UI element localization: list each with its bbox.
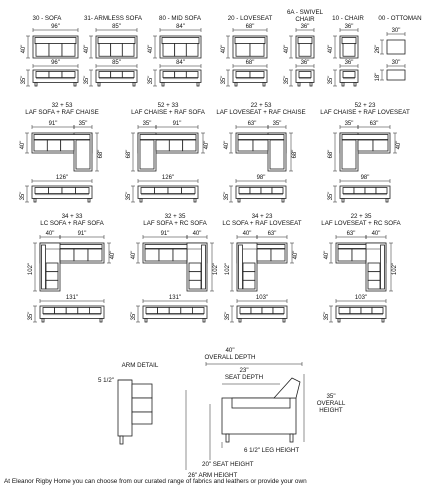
config-code: 34 + 23: [251, 213, 273, 220]
leg: [290, 434, 293, 442]
seat-cushion: [88, 249, 102, 261]
seat-cushion: [253, 140, 268, 151]
seat-cushion: [271, 249, 285, 261]
seat-cushion: [189, 263, 201, 272]
leg: [197, 82, 199, 86]
module-height-label: 35": [21, 75, 27, 85]
module-plan: [96, 36, 137, 58]
config-name: LC SOFA + RAF LOVESEAT: [222, 220, 302, 227]
sofa-back: [298, 38, 312, 44]
arm-width-label: 5 1/2": [98, 377, 114, 384]
back-cushion: [236, 72, 250, 78]
seat-cushion: [368, 263, 380, 272]
config-height-label: 35": [324, 311, 330, 321]
sectional-plan: [138, 133, 198, 171]
sofa-back: [238, 135, 284, 140]
seat-cushion: [62, 43, 75, 56]
corner-sectional-plan: [237, 243, 287, 291]
back-cushion: [99, 72, 111, 78]
footer-note: At Eleanor Rigby Home you can choose from our curated range of fabrics and leathers or provide your own: [4, 478, 307, 485]
config-front: [138, 186, 198, 202]
back-cushion: [186, 72, 198, 78]
leg: [283, 318, 285, 322]
module-depth-label: 40": [21, 44, 27, 54]
chaise-cushion: [140, 140, 154, 169]
seat-cushion: [186, 43, 198, 56]
total-width-label: 126": [55, 175, 69, 181]
module-depth-label: 40": [284, 44, 290, 54]
module-front-width-label: 30": [391, 60, 401, 66]
module-plan: [340, 36, 358, 58]
back-cushion: [240, 308, 251, 314]
arm-detail-title: ARM DETAIL: [121, 362, 159, 369]
config-height-label: 35": [126, 191, 132, 201]
leg: [310, 82, 312, 86]
back-cushion: [273, 308, 284, 314]
seat-cushion: [338, 249, 352, 261]
leg: [235, 82, 237, 86]
back-cushion: [168, 188, 182, 194]
module-front: [160, 70, 201, 86]
module-plan: [233, 36, 267, 58]
seat-cushion: [352, 249, 366, 261]
side-profile-drawing: [222, 378, 300, 442]
segment-width-label: 40": [45, 231, 55, 237]
side-length-label: 102": [392, 262, 398, 276]
seat-cushion: [250, 43, 264, 56]
module-height-label: 35": [284, 75, 290, 85]
sofa-back: [342, 135, 388, 140]
sofa-back: [162, 38, 199, 44]
config-depth-label: 40": [396, 140, 402, 150]
module-front: [33, 70, 78, 86]
total-width-label: 131": [65, 295, 79, 301]
leg: [133, 82, 135, 86]
module-front: [296, 70, 314, 86]
seat-cushion: [46, 263, 58, 272]
corner-sectional-plan: [40, 243, 104, 291]
seat-cushion: [169, 140, 182, 151]
module-width-label: 84": [176, 24, 185, 30]
module-name: 6A - SWIVEL: [286, 9, 324, 16]
leg: [239, 318, 241, 322]
chaise-cushion: [270, 140, 284, 169]
segment-width-label: 40": [242, 231, 252, 237]
config-depth-label: 40": [20, 140, 26, 150]
chaise-length-label: 68": [328, 149, 334, 159]
config-height-label: 35": [225, 311, 231, 321]
config-name: LAF SOFA + RC SOFA: [143, 220, 207, 227]
config-code: 32 + 35: [164, 213, 186, 220]
leg: [100, 318, 102, 322]
back-cushion: [250, 72, 264, 78]
side-back: [202, 245, 206, 289]
seat-cushion: [175, 43, 187, 56]
chaise-length-label: 68": [98, 149, 104, 159]
leg: [162, 82, 164, 86]
config-front: [32, 186, 92, 202]
config-depth-label: 40": [131, 250, 137, 260]
seat-cushion: [189, 280, 201, 289]
module-front-width-label: 36": [344, 60, 354, 66]
config-code: 32 + 53: [51, 102, 73, 109]
config-front: [143, 306, 207, 322]
module-name: 20 - LOVESEAT: [227, 15, 273, 22]
leg: [226, 434, 229, 442]
back-cushion: [146, 308, 158, 314]
seat-cushion: [34, 140, 47, 151]
config-front: [40, 306, 104, 322]
module-width-label: 85": [112, 24, 121, 30]
module-width-label: 36": [300, 24, 310, 30]
chaise-cushion: [76, 140, 90, 169]
seat-cushion: [236, 43, 250, 56]
back-cushion: [49, 72, 62, 78]
seat-cushion: [122, 43, 134, 56]
seat-cushion: [61, 140, 74, 151]
seat-cushion: [238, 140, 253, 151]
seat-cushion: [358, 140, 373, 151]
back-cushion: [155, 188, 169, 194]
sofa-back: [35, 38, 76, 44]
leg: [42, 318, 44, 322]
back-cushion: [163, 72, 175, 78]
seat-cushion: [47, 140, 60, 151]
segment-width-label: 40": [371, 231, 381, 237]
corner-sectional-plan: [143, 243, 207, 291]
segment-width-label: 63": [346, 231, 356, 237]
segment-width-label: 63": [247, 121, 257, 127]
module-height-label: 35": [221, 75, 227, 85]
leg: [298, 82, 300, 86]
total-width-label: 98": [256, 175, 266, 181]
module-height-label: 35": [328, 75, 334, 85]
back-cushion: [361, 308, 372, 314]
config-front: [236, 186, 286, 202]
leg-height-label: 6 1/2" LEG HEIGHT: [244, 447, 300, 454]
module-height-label: 35": [84, 75, 90, 85]
module-depth-label: 40": [148, 44, 154, 54]
config-name: LC SOFA + RAF SOFA: [40, 220, 104, 227]
overall-height-label: OVERALL: [316, 400, 346, 407]
back-cushion: [262, 308, 273, 314]
back-cushion: [158, 308, 170, 314]
arm-cushion: [132, 384, 152, 398]
ottoman-front: [387, 70, 405, 80]
leg: [74, 82, 76, 86]
module-plan: [160, 36, 201, 58]
module-width-label: 36": [344, 24, 354, 30]
config-height-label: 35": [20, 191, 26, 201]
module-plan: [296, 36, 314, 58]
seat-cushion: [163, 43, 175, 56]
back-cushion: [272, 188, 283, 194]
back-cushion: [339, 308, 350, 314]
seat-cushion: [299, 43, 311, 56]
seat-cushion: [145, 249, 159, 261]
seat-cushion: [189, 272, 201, 281]
back-cushion: [182, 188, 196, 194]
back-cushion: [261, 188, 272, 194]
back-cushion: [111, 72, 123, 78]
back-cushion: [250, 188, 261, 194]
seat-cushion: [173, 249, 187, 261]
module-name: CHAIR: [295, 16, 315, 23]
back-cushion: [175, 72, 187, 78]
sectional-plan: [32, 133, 92, 171]
segment-width-label: 91": [77, 231, 87, 237]
module-plan: [33, 36, 78, 58]
config-name: LAF CHAISE + RAF LOVESEAT: [320, 109, 410, 116]
seat-cushion: [373, 140, 388, 151]
seat-cushion: [368, 280, 380, 289]
config-height-label: 35": [224, 191, 230, 201]
module-front: [340, 70, 358, 86]
back-cushion: [122, 72, 134, 78]
config-height-label: 35": [131, 311, 137, 321]
leg: [140, 198, 142, 202]
leg: [382, 318, 384, 322]
seat-cushion: [183, 140, 196, 151]
module-front-width-label: 96": [51, 60, 60, 66]
total-width-label: 131": [168, 295, 182, 301]
sectional-plan: [340, 133, 390, 171]
chaise-length-label: 68": [292, 149, 298, 159]
arm-profile: [118, 380, 132, 436]
arm-cushion: [132, 412, 152, 424]
seat-cushion: [257, 249, 271, 261]
module-width-label: 68": [245, 24, 255, 30]
config-depth-label: 40": [110, 250, 116, 260]
config-name: LAF LOVESEAT + RAF CHAISE: [216, 109, 306, 116]
total-width-label: 98": [360, 175, 370, 181]
sofa-back: [34, 135, 90, 140]
seat-cushion: [243, 272, 255, 281]
back-cushion: [35, 188, 49, 194]
leg: [35, 82, 37, 86]
module-name: 00 - OTTOMAN: [378, 15, 422, 22]
config-front: [237, 306, 287, 322]
back-cushion: [376, 188, 387, 194]
config-code: 22 + 53: [250, 102, 272, 109]
overall-height-value: 35": [326, 393, 336, 400]
seat-cushion: [368, 272, 380, 281]
config-code: 34 + 33: [61, 213, 83, 220]
leg: [145, 318, 147, 322]
module-front: [233, 70, 267, 86]
back-cushion: [36, 72, 49, 78]
module-name: 30 - SOFA: [32, 15, 62, 22]
chaise-cushion: [342, 140, 356, 169]
config-depth-label: 40": [324, 250, 330, 260]
leg: [342, 82, 344, 86]
module-front-width-label: 84": [176, 60, 185, 66]
back-cushion: [299, 72, 311, 78]
back-cushion: [49, 188, 63, 194]
leg: [263, 82, 265, 86]
leg: [203, 318, 205, 322]
module-name: 10 - CHAIR: [332, 15, 364, 22]
chaise-length-label: 68": [126, 149, 132, 159]
back-cushion: [354, 188, 365, 194]
seat-cushion: [243, 263, 255, 272]
seat-cushion: [156, 140, 169, 151]
config-name: LAF LOVESEAT + RC SOFA: [321, 220, 401, 227]
arm-height-label: 26" ARM HEIGHT: [188, 472, 238, 478]
sofa-back: [140, 135, 196, 140]
back-cushion: [43, 308, 55, 314]
total-width-label: 103": [354, 295, 368, 301]
module-width-label: 96": [51, 24, 60, 30]
overall-depth-value: 40": [225, 347, 235, 354]
seat-cushion: [46, 280, 58, 289]
seat-cushion: [36, 43, 49, 56]
segment-width-label: 35": [78, 121, 88, 127]
module-front: [96, 70, 137, 86]
config-depth-label: 40": [224, 140, 230, 150]
back-cushion: [192, 308, 204, 314]
back-cushion: [62, 72, 75, 78]
arm-cushion: [132, 398, 152, 412]
module-height-label: 18": [375, 72, 381, 82]
overall-height-label: HEIGHT: [319, 407, 343, 414]
seat-cushion: [343, 43, 355, 56]
leg: [386, 198, 388, 202]
module-name: 80 - MID SOFA: [159, 15, 201, 22]
seat-cushion: [74, 249, 88, 261]
leg: [282, 198, 284, 202]
module-front-width-label: 68": [245, 60, 255, 66]
back-cushion: [372, 308, 383, 314]
seat-cushion: [99, 43, 111, 56]
config-height-label: 35": [28, 311, 34, 321]
profile-seat-cushion: [232, 398, 290, 408]
segment-width-label: 63": [267, 231, 277, 237]
seat-height-label: 20" SEAT HEIGHT: [202, 461, 254, 468]
overall-depth-label: OVERALL DEPTH: [204, 354, 256, 361]
segment-width-label: 35": [272, 121, 282, 127]
sofa-back: [235, 38, 265, 44]
back-cushion: [239, 188, 250, 194]
module-height-label: 35": [148, 75, 154, 85]
back-cushion: [169, 308, 181, 314]
config-code: 52 + 33: [157, 102, 179, 109]
back-cushion: [89, 308, 101, 314]
leg: [120, 436, 123, 444]
back-cushion: [343, 188, 354, 194]
seat-cushion: [49, 43, 62, 56]
back-cushion: [365, 188, 376, 194]
sectional-plan: [236, 133, 286, 171]
ottoman-top: [387, 40, 405, 54]
leg: [34, 198, 36, 202]
back-cushion: [350, 308, 361, 314]
config-code: 52 + 23: [354, 102, 376, 109]
total-width-label: 126": [161, 175, 175, 181]
sofa-back: [98, 38, 135, 44]
config-depth-label: 40": [204, 140, 210, 150]
side-back: [42, 245, 46, 289]
segment-width-label: 40": [192, 231, 202, 237]
sofa-back: [342, 38, 356, 44]
segment-width-label: 91": [160, 231, 170, 237]
leg: [354, 82, 356, 86]
leg: [238, 198, 240, 202]
back-cushion: [141, 188, 155, 194]
back-cushion: [251, 308, 262, 314]
back-cushion: [78, 308, 90, 314]
back-cushion: [55, 308, 67, 314]
config-name: LAF CHAISE + RAF SOFA: [131, 109, 205, 116]
module-front-width-label: 36": [300, 60, 310, 66]
config-front: [336, 306, 386, 322]
side-length-label: 102": [213, 262, 219, 276]
module-depth-label: 40": [328, 44, 334, 54]
module-front-width-label: 85": [112, 60, 121, 66]
config-name: LAF SOFA + RAF CHAISE: [25, 109, 99, 116]
module-depth-label: 40": [221, 44, 227, 54]
module-depth-label: 40": [84, 44, 90, 54]
seat-cushion: [243, 280, 255, 289]
back-cushion: [76, 188, 90, 194]
config-code: 22 + 35: [350, 213, 372, 220]
seat-cushion: [60, 249, 74, 261]
back-cushion: [343, 72, 355, 78]
back-cushion: [66, 308, 78, 314]
segment-width-label: 91": [48, 121, 58, 127]
module-width-label: 30": [391, 28, 401, 34]
total-width-label: 103": [255, 295, 269, 301]
corner-sectional-plan: [336, 243, 386, 291]
profile-back-cushion: [274, 378, 300, 398]
config-depth-label: 40": [293, 250, 299, 260]
side-back: [239, 245, 243, 289]
segment-width-label: 63": [369, 121, 379, 127]
side-length-label: 102": [28, 262, 34, 276]
back-cushion: [62, 188, 76, 194]
leg: [88, 198, 90, 202]
side-back: [381, 245, 385, 289]
segment-width-label: 35": [142, 121, 152, 127]
module-name: 31- ARMLESS SOFA: [83, 15, 143, 22]
config-height-label: 35": [328, 191, 334, 201]
arm-detail-drawing: [118, 380, 152, 444]
segment-width-label: 35": [344, 121, 354, 127]
segment-width-label: 91": [172, 121, 182, 127]
leg: [338, 318, 340, 322]
seat-cushion: [46, 272, 58, 281]
side-length-label: 102": [225, 262, 231, 276]
seat-cushion: [159, 249, 173, 261]
config-front: [340, 186, 390, 202]
back-cushion: [181, 308, 193, 314]
seat-depth-value: 23": [239, 367, 249, 374]
module-depth-label: 26": [375, 44, 381, 54]
seat-cushion: [111, 43, 123, 56]
leg: [194, 198, 196, 202]
leg: [342, 198, 344, 202]
leg: [98, 82, 100, 86]
seat-depth-label: SEAT DEPTH: [224, 374, 264, 381]
